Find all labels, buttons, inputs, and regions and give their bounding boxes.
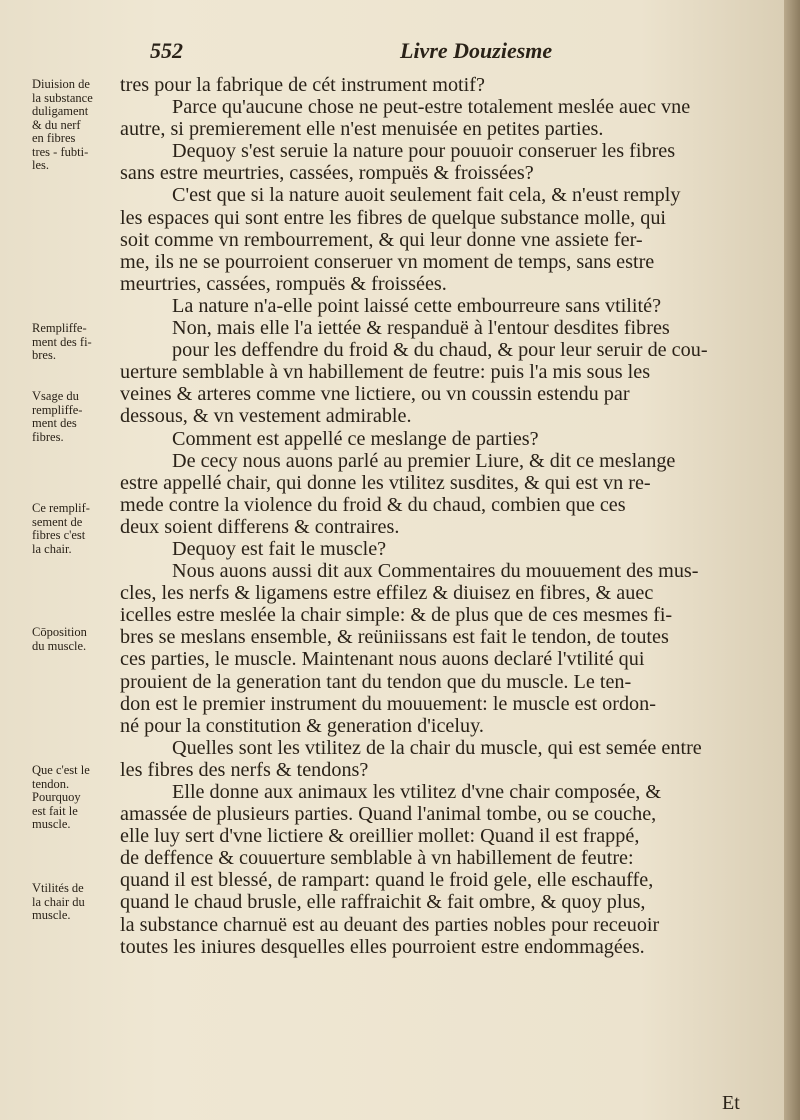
text-line: veines & arteres comme vne lictiere, ou vn coussin estendu par [120, 383, 630, 406]
page-number: 552 [150, 38, 183, 63]
text-line: Nous auons aussi dit aux Commentaires du mouuement des mus- [172, 560, 699, 583]
text-line: amassée de plusieurs parties. Quand l'animal tombe, ou se couche, [120, 803, 657, 826]
margin-note: Cōposition du muscle. [32, 625, 87, 653]
text-line: sans estre meurtries, cassées, rompuës & froissées? [120, 162, 534, 185]
page-edge [784, 0, 800, 1120]
margin-note: Vsage du rempliffe- ment des fibres. [32, 389, 83, 444]
text-line: cles, les nerfs & ligamens estre effilez & diuisez en fibres, & auec [120, 582, 654, 605]
text-line: C'est que si la nature auoit seulement fait cela, & n'eust remply [172, 184, 681, 207]
text-line: les espaces qui sont entre les fibres de quelque substance molle, qui [120, 206, 667, 229]
text-line: estre appellé chair, qui donne les vtilitez susdites, & qui est vn re- [120, 471, 651, 494]
text-line: la substance charnuë est au deuant des parties nobles pour receuoir [120, 913, 660, 936]
text-line: les fibres des nerfs & tendons? [120, 758, 369, 781]
text-line: soit comme vn rembourrement, & qui leur donne vne assiete fer- [120, 228, 643, 251]
text-line: meurtries, cassées, rompuës & froissées. [120, 272, 447, 295]
page-header [150, 38, 770, 72]
text-line: Quelles sont les vtilitez de la chair du muscle, qui est semée entre [172, 736, 702, 759]
text-line: uerture semblable à vn habillement de feutre: puis l'a mis sous les [120, 361, 651, 384]
text-line: de deffence & couuerture semblable à vn habillement de feutre: [120, 847, 634, 870]
text-line: elle luy sert d'vne lictiere & oreillier mollet: Quand il est frappé, [120, 825, 640, 848]
text-line: me, ils ne se pourroient conseruer vn moment de temps, sans estre [120, 250, 655, 273]
catchword: Et [722, 1092, 740, 1114]
text-line: né pour la constitution & generation d'iceluy. [120, 714, 484, 737]
text-line: mede contre la violence du froid & du chaud, combien que ces [120, 493, 626, 516]
text-line: tres pour la fabrique de cét instrument motif? [120, 74, 485, 96]
text-line: deux soient differens & contraires. [120, 515, 400, 538]
text-line: icelles estre meslée la chair simple: & de plus que de ces mesmes fi- [120, 604, 673, 627]
margin-note: Vtilités de la chair du muscle. [32, 881, 85, 922]
margin-note: Rempliffe- ment des fi- bres. [32, 321, 92, 362]
text-line: Comment est appellé ce meslange de parties? [172, 427, 539, 450]
margin-notes [0, 0, 120, 1120]
text-line: toutes les iniures desquelles elles pourroient estre endommagées. [120, 935, 645, 958]
text-line: De cecy nous auons parlé au premier Liure, & dit ce meslange [172, 449, 676, 472]
text-line: Elle donne aux animaux les vtilitez d'vne chair composée, & [172, 781, 662, 803]
text-line: quand il est blessé, de rampart: quand le froid gele, elle eschauffe, [120, 869, 654, 892]
margin-note: Ce remplif- sement de fibres c'est la chair. [32, 501, 90, 556]
text-line: prouient de la generation tant du tendon que du muscle. Le ten- [120, 670, 632, 693]
text-line: ces parties, le muscle. Maintenant nous auons declaré l'vtilité qui [120, 648, 645, 671]
text-line: quand le chaud brusle, elle raffraichit & fait ombre, & quoy plus, [120, 891, 646, 914]
text-line: Dequoy est fait le muscle? [172, 537, 387, 560]
text-line: dessous, & vn vestement admirable. [120, 405, 412, 428]
text-line: La nature n'a-elle point laissé cette embourreure sans vtilité? [172, 294, 662, 317]
margin-note: Que c'est le tendon. Pourquoy est fait le muscle. [32, 763, 90, 831]
text-line: Non, mais elle l'a iettée & respanduë à l'entour desdites fibres [172, 317, 670, 340]
text-line: bres se meslans ensemble, & reüniissans est fait le tendon, de toutes [120, 626, 669, 649]
text-line: autre, si premierement elle n'est menuisée en petites parties. [120, 118, 604, 141]
text-line: Parce qu'aucune chose ne peut-estre totalement meslée auec vne [172, 96, 691, 119]
main-text [120, 74, 762, 958]
margin-note: Diuision de la substance duligament & du nerf en fibres tres - fubti- les. [32, 77, 93, 172]
text-line: pour les deffendre du froid & du chaud, & pour leur seruir de cou- [172, 339, 708, 362]
text-line: Dequoy s'est seruie la nature pour pouuoir conseruer les fibres [172, 140, 676, 163]
running-title: Livre Douziesme [400, 38, 553, 63]
text-line: don est le premier instrument du mouuement: le muscle est ordon- [120, 692, 656, 715]
